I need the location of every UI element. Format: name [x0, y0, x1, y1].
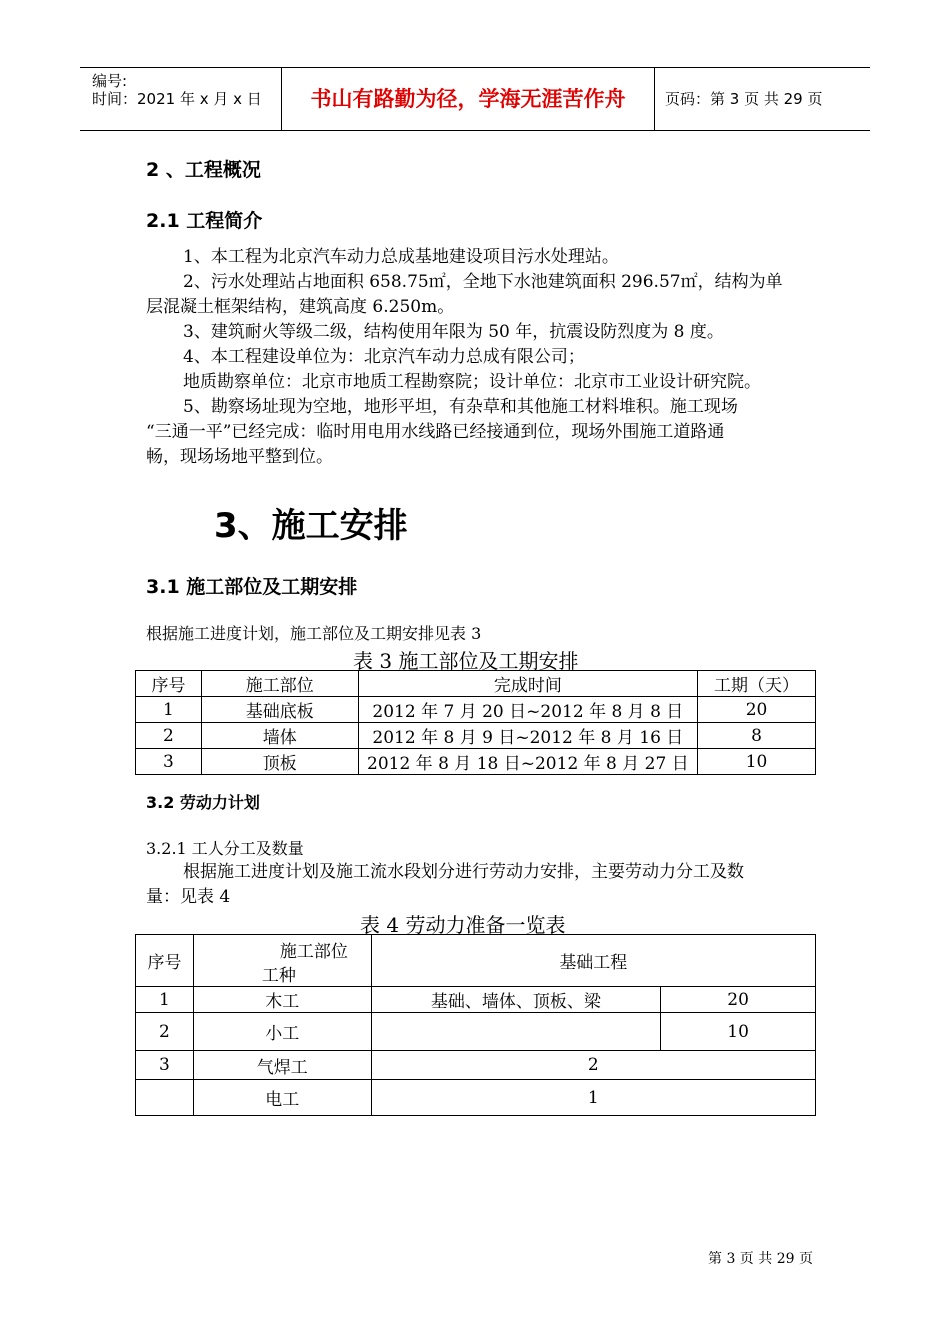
table-cell: 8	[698, 723, 816, 749]
page-header	[80, 67, 870, 131]
paragraph-line: 畅，现场场地平整到位。	[146, 447, 333, 467]
header-page-info: 页码：第 3 页 共 29 页	[665, 90, 823, 108]
table-cell: 顶板	[201, 749, 358, 775]
table-cell: 气焊工	[193, 1051, 371, 1080]
table-row	[136, 1051, 816, 1080]
table-cell: 电工	[193, 1080, 371, 1116]
table-row	[136, 987, 816, 1013]
table-row	[136, 723, 816, 749]
table-cell: 小工	[193, 1013, 371, 1051]
table-cell: 基础底板	[201, 697, 358, 723]
header-divider	[654, 68, 655, 130]
table-row	[136, 1080, 816, 1116]
table-cell: 2012 年 8 月 9 日~2012 年 8 月 16 日	[358, 723, 697, 749]
table-cell: 2012 年 7 月 20 日~2012 年 8 月 8 日	[358, 697, 697, 723]
table-3	[135, 670, 816, 775]
paragraph-line: 4、本工程建设单位为：北京汽车动力总成有限公司；	[183, 347, 585, 367]
paragraph-line: 量：见表 4	[146, 887, 231, 907]
table-3-caption: 表 3 施工部位及工期安排	[353, 649, 579, 673]
diagonal-header-cell	[193, 935, 371, 987]
paragraph-line: 层混凝土框架结构，建筑高度 6.250m。	[146, 297, 455, 317]
header-cell: 完成时间	[358, 671, 697, 697]
paragraph-line: 1、本工程为北京汽车动力总成基地建设项目污水处理站。	[183, 247, 619, 267]
table-cell: 20	[661, 987, 816, 1013]
table-row	[136, 697, 816, 723]
header-cell: 工期（天）	[698, 671, 816, 697]
serial-label: 编号:	[92, 72, 128, 90]
table-row	[136, 749, 816, 775]
header-meta	[80, 68, 280, 130]
paragraph-line: 根据施工进度计划及施工流水段划分进行劳动力安排，主要劳动力分工及数	[183, 862, 744, 882]
table-cell	[371, 1013, 661, 1051]
header-cell: 基础工程	[371, 935, 815, 987]
section-2-title: 2 、工程概况	[146, 159, 261, 181]
table-cell: 2	[371, 1051, 815, 1080]
paragraph-line: 2、污水处理站占地面积 658.75㎡，全地下水池建筑面积 296.57㎡，结构为单	[183, 272, 783, 292]
section-3-title: 3、施工安排	[214, 506, 408, 546]
table-cell: 2	[136, 1013, 194, 1051]
table-4	[135, 934, 816, 1116]
table-cell: 1	[371, 1080, 815, 1116]
table-cell: 墙体	[201, 723, 358, 749]
table-header-row	[136, 671, 816, 697]
table-cell: 3	[136, 749, 202, 775]
table-cell	[136, 1080, 194, 1116]
paragraph-line: “三通一平”已经完成：临时用电用水线路已经接通到位，现场外围施工道路通	[146, 422, 725, 442]
table-cell: 2012 年 8 月 18 日~2012 年 8 月 27 日	[358, 749, 697, 775]
diag-header-top: 施工部位	[279, 942, 348, 962]
table-3-intro: 根据施工进度计划，施工部位及工期安排见表 3	[146, 624, 482, 643]
table-cell: 1	[136, 987, 194, 1013]
header-motto: 书山有路勤为径，学海无涯苦作舟	[310, 87, 626, 111]
table-cell: 3	[136, 1051, 194, 1080]
section-3-1-title: 3.1 施工部位及工期安排	[146, 576, 358, 598]
time-label: 时间：2021 年 x 月 x 日	[92, 90, 262, 108]
table-cell: 10	[698, 749, 816, 775]
header-cell: 序号	[136, 935, 194, 987]
table-4-caption: 表 4 劳动力准备一览表	[360, 913, 566, 937]
paragraph-line: 地质勘察单位：北京市地质工程勘察院；设计单位：北京市工业设计研究院。	[183, 372, 761, 392]
paragraph-line: 5、勘察场址现为空地，地形平坦，有杂草和其他施工材料堆积。施工现场	[183, 397, 738, 417]
table-row	[136, 1013, 816, 1051]
header-cell: 施工部位	[201, 671, 358, 697]
table-cell: 1	[136, 697, 202, 723]
section-2-1-title: 2.1 工程简介	[146, 210, 263, 232]
page-footer: 第 3 页 共 29 页	[708, 1251, 813, 1267]
header-cell: 序号	[136, 671, 202, 697]
table-cell: 木工	[193, 987, 371, 1013]
section-3-2-1-title: 3.2.1 工人分工及数量	[146, 839, 304, 858]
table-cell: 20	[698, 697, 816, 723]
section-3-2-title: 3.2 劳动力计划	[146, 793, 260, 812]
table-cell: 基础、墙体、顶板、梁	[371, 987, 661, 1013]
table-header-row	[136, 935, 816, 987]
paragraph-line: 3、建筑耐火等级二级，结构使用年限为 50 年，抗震设防烈度为 8 度。	[183, 322, 724, 342]
table-cell: 2	[136, 723, 202, 749]
diag-header-bottom: 工种	[261, 966, 296, 986]
table-cell: 10	[661, 1013, 816, 1051]
